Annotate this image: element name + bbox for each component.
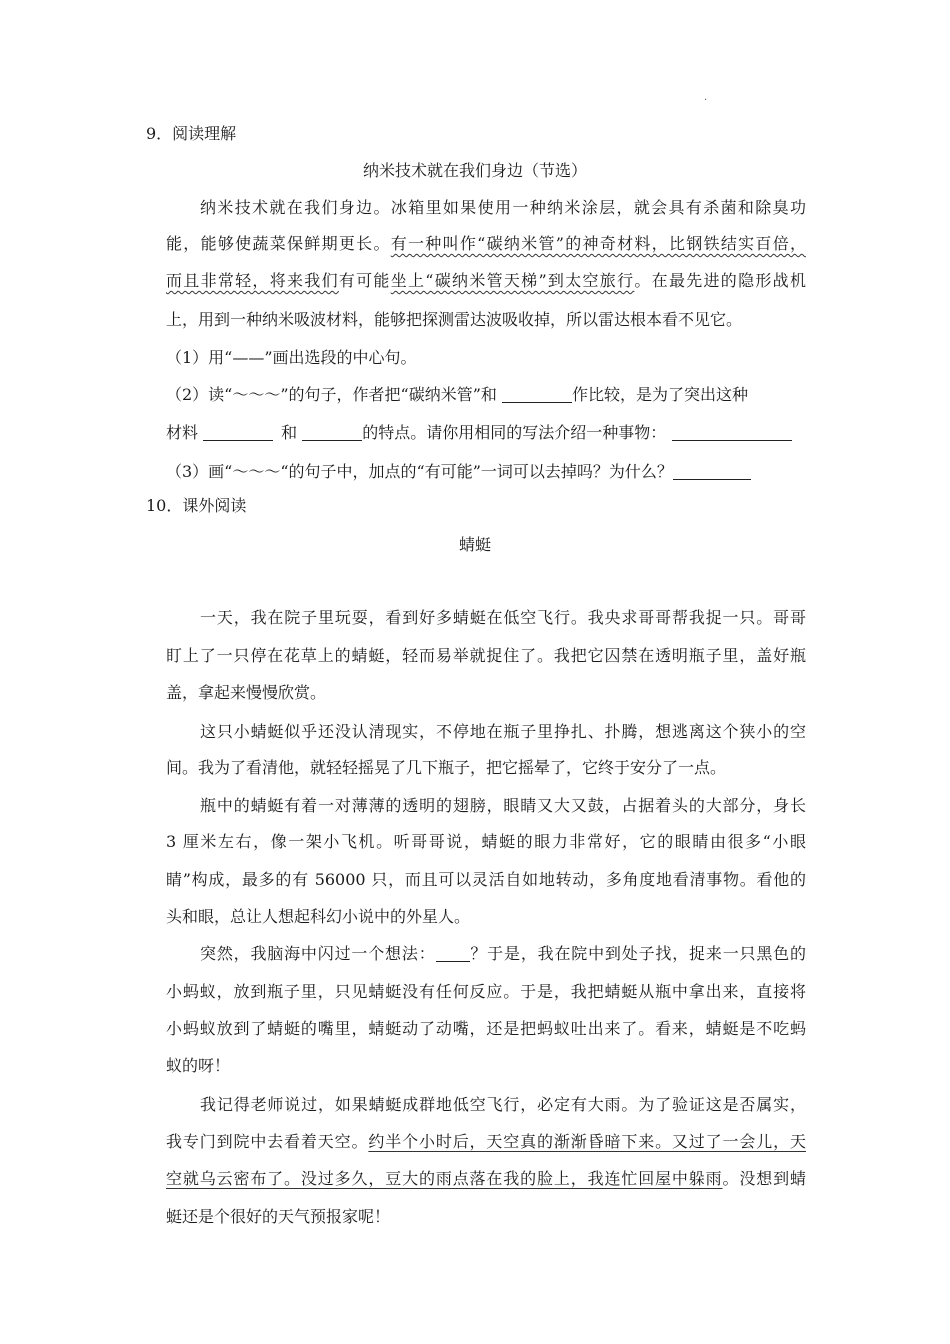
q10-header: 10．课外阅读	[146, 496, 247, 515]
underlined-text: 约半个小时后，天空真的渐渐昏暗下来。又过了一会儿，天	[368, 1132, 806, 1151]
q10-paragraph-line	[166, 1131, 806, 1153]
text-segment: （3）画“～～～“的句子中，加点的“有可能”一词可以去掉吗？为什么？	[166, 462, 673, 481]
q10-paragraph-line: 蜓还是个很好的天气预报家呢！	[166, 1207, 391, 1226]
q10-paragraph-line: 蚁的呀！	[166, 1056, 231, 1075]
text-segment: 的特点。请你用相同的写法介绍一种事物：	[362, 423, 667, 442]
q10-paragraph-line: 小蚂蚁放到了蜻蜓的嘴里，蜻蜓动了动嘴，还是把蚂蚁吐出来了。看来，蜻蜓是不吃蚂	[166, 1019, 806, 1038]
q10-paragraph-line: 间。我为了看清他，就轻轻摇晃了几下瓶子，把它摇晕了，它终于安分了一点。	[166, 758, 727, 777]
text-segment: 和	[281, 423, 303, 442]
q9-subquestion-3	[166, 461, 806, 483]
wavy-underlined-text: 而且非常轻，将来我们	[166, 271, 339, 290]
wavy-underlined-text: 坐上“碳纳米管天梯”到太空旅行	[390, 271, 635, 290]
q10-paragraph-line: 睛”构成，最多的有 56000 只，而且可以灵活自如地转动，多角度地看清事物。看他的	[166, 870, 806, 889]
q10-paragraph-line: 我记得老师说过，如果蜻蜓成群地低空飞行，必定有大雨。为了验证这是否属实，	[200, 1095, 806, 1114]
text-segment: 。没想到蜻	[722, 1169, 806, 1188]
q9-paragraph-line: 纳米技术就在我们身边。冰箱里如果使用一种纳米涂层，就会具有杀菌和除臭功	[200, 198, 806, 217]
q10-paragraph-line: 瓶中的蜻蜓有着一对薄薄的透明的翅膀，眼睛又大又鼓，占据着头的大部分，身长	[200, 796, 806, 815]
q10-paragraph-line: 小蚂蚁，放到瓶子里，只见蜻蜓没有任何反应。于是，我把蜻蜓从瓶中拿出来，直接将	[166, 982, 806, 1001]
underlined-text: 空就乌云密布了。没过多久，豆大的雨点落在我的脸上，我连忙回屋中躲雨	[166, 1169, 723, 1188]
q10-paragraph-line	[166, 1168, 806, 1190]
q9-header: 9．阅读理解	[146, 124, 237, 143]
wavy-underlined-text: 有一种叫作“碳纳米管”的神奇材料，比钢铁结实百倍，	[390, 234, 806, 253]
q10-paragraph-line: 头和眼，总让人想起科幻小说中的外星人。	[166, 907, 471, 926]
q9-subquestion-1: （1）用“——”画出选段的中心句。	[166, 348, 417, 367]
text-segment: （2）读“～～～”的句子，作者把“碳纳米管”和	[166, 385, 502, 404]
q10-paragraph-line: 盖，拿起来慢慢欣赏。	[166, 683, 327, 702]
answer-blank[interactable]	[672, 424, 792, 441]
q10-paragraph-line: 这只小蜻蜓似乎还没认清现实，不停地在瓶子里挣扎、扑腾，想逃离这个狭小的空	[200, 722, 806, 741]
dotted-emphasis-text: 有可能	[338, 271, 391, 290]
q10-paragraph-line: 盯上了一只停在花草上的蜻蜓，轻而易举就捉住了。我把它囚禁在透明瓶子里，盖好瓶	[166, 646, 806, 665]
text-segment: 作比较，是为了突出这种	[572, 385, 749, 404]
text-segment: 我专门到院中去看着天空。	[166, 1132, 369, 1151]
q10-paragraph-line: 3 厘米左右，像一架小飞机。听哥哥说，蜻蜓的眼力非常好，它的眼睛由很多“小眼	[166, 832, 806, 851]
answer-blank[interactable]	[203, 424, 273, 441]
answer-blank[interactable]	[673, 463, 751, 480]
q9-paragraph-line	[166, 270, 806, 292]
q9-subquestion-2	[166, 384, 806, 406]
text-segment: 突然，我脑海中闪过一个想法：	[200, 944, 436, 963]
q10-passage-title: 蜻蜓	[458, 535, 491, 554]
text-segment: 。在最先进的隐形战机	[634, 271, 806, 290]
answer-blank[interactable]	[302, 424, 362, 441]
q9-passage-title: 纳米技术就在我们身边（节选）	[362, 161, 587, 180]
q10-paragraph-line	[200, 943, 806, 965]
page-mark: .	[704, 92, 708, 103]
text-segment: 材料	[166, 423, 204, 442]
q10-paragraph-line: 一天，我在院子里玩耍，看到好多蜻蜓在低空飞行。我央求哥哥帮我捉一只。哥哥	[200, 608, 806, 627]
text-segment: 能，能够使蔬菜保鲜期更长。	[166, 234, 391, 253]
answer-blank[interactable]	[502, 386, 572, 403]
q9-paragraph-line: 上，用到一种纳米吸波材料，能够把探测雷达波吸收掉，所以雷达根本看不见它。	[166, 310, 743, 329]
q9-subquestion-2-cont	[166, 422, 806, 444]
answer-blank[interactable]	[436, 945, 470, 962]
q9-paragraph-line	[166, 233, 806, 255]
text-segment: ？于是，我在院中到处子找，捉来一只黑色的	[469, 944, 806, 963]
